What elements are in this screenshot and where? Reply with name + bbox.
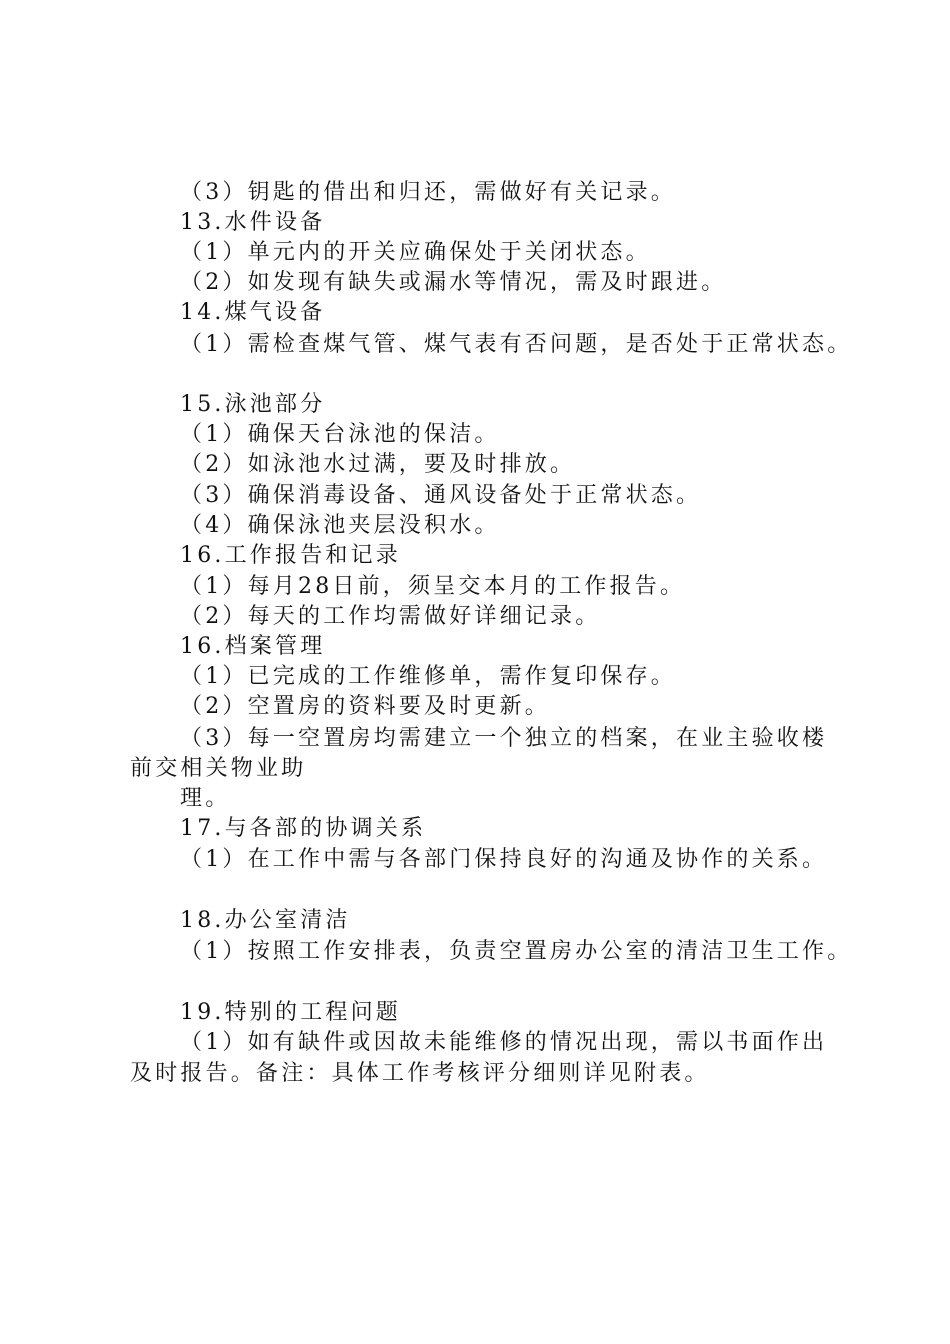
section-heading: 16.工作报告和记录 (180, 543, 401, 568)
item-line: （2）如泳池水过满，要及时排放。 (180, 452, 576, 477)
item-line: （1）单元内的开关应确保处于关闭状态。 (180, 240, 651, 265)
item-line: （1）每月28日前，须呈交本月的工作报告。 (180, 574, 686, 599)
item-line: （2）空置房的资料要及时更新。 (180, 694, 550, 719)
item-line: （4）确保泳池夹层没积水。 (180, 513, 500, 538)
item-line: （1）按照工作安排表，负责空置房办公室的清洁卫生工作。 (180, 939, 853, 964)
item-line: （1）已完成的工作维修单，需作复印保存。 (180, 664, 676, 689)
item-continuation: 前交相关物业助 (130, 756, 307, 781)
section-heading: 18.办公室清洁 (180, 908, 351, 933)
section-heading: 13.水件设备 (180, 210, 326, 235)
item-line: （3）每一空置房均需建立一个独立的档案，在业主验收楼 (180, 726, 828, 751)
section-heading: 19.特别的工程问题 (180, 1000, 401, 1025)
item-continuation: 及时报告。备注：具体工作考核评分细则详见附表。 (130, 1061, 710, 1086)
item-line: （2）每天的工作均需做好详细记录。 (180, 604, 601, 629)
item-line: （1）确保天台泳池的保洁。 (180, 422, 500, 447)
item-continuation: 理。 (180, 786, 231, 811)
section-heading: 14.煤气设备 (180, 300, 326, 325)
item-line: （2）如发现有缺失或漏水等情况，需及时跟进。 (180, 270, 727, 295)
item-line: （1）在工作中需与各部门保持良好的沟通及协作的关系。 (180, 847, 828, 872)
item-line: （3）钥匙的借出和归还，需做好有关记录。 (180, 180, 676, 205)
item-line: （3）确保消毒设备、通风设备处于正常状态。 (180, 483, 702, 508)
section-heading: 15.泳池部分 (180, 392, 326, 417)
item-line: （1）需检查煤气管、煤气表有否问题，是否处于正常状态。 (180, 332, 853, 357)
section-heading: 17.与各部的协调关系 (180, 816, 427, 841)
section-heading: 16.档案管理 (180, 634, 326, 659)
item-line: （1）如有缺件或因故未能维修的情况出现，需以书面作出 (180, 1030, 828, 1055)
